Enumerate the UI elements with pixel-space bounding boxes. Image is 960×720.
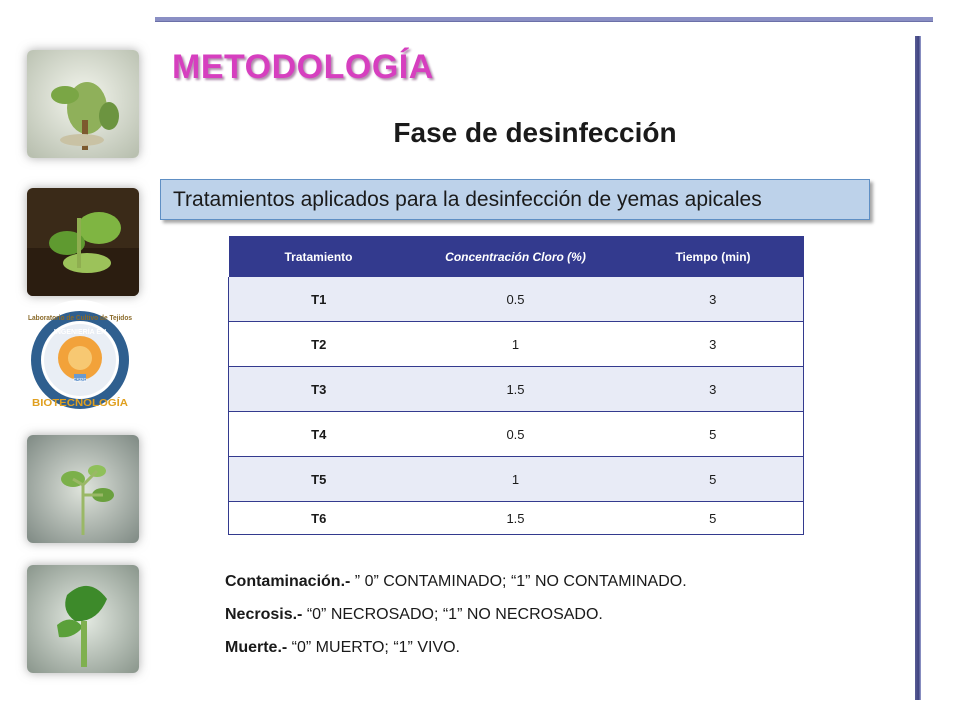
note-contaminacion [225,570,687,603]
plant-photo-2 [27,188,139,296]
slide-title: METODOLOGÍA [172,48,434,86]
logo-bottom-text: BIOTECNOLOGÍA [32,398,117,409]
treatments-banner: Tratamientos aplicados para la desinfección de yemas apicales [160,179,870,220]
table-row [229,457,804,502]
legend-notes [225,570,687,669]
header-tratamiento: Tratamiento [229,236,409,277]
cell-time: 3 [623,322,804,367]
cell-time: 3 [623,277,804,322]
cell-concentration: 0.5 [409,277,623,322]
note-text: ” 0” CONTAMINADO; “1” NO CONTAMINADO. [350,573,687,590]
header-tiempo: Tiempo (min) [623,236,804,277]
cell-concentration: 1.5 [409,367,623,412]
treatments-table [228,236,804,535]
cell-treatment: T1 [229,277,409,322]
table-header-row [229,236,804,277]
top-rule [155,17,933,22]
table-row [229,412,804,457]
note-term: Contaminación.- [225,573,351,590]
note-text: “0” MUERTO; “1” VIVO. [287,639,460,656]
table-row [229,367,804,412]
note-necrosis [225,603,687,636]
note-text: “0” NECROSADO; “1” NO NECROSADO. [302,606,603,623]
cell-treatment: T3 [229,367,409,412]
logo-emblem-text: ESPE [73,378,87,384]
note-term: Muerte.- [225,639,288,656]
cell-treatment: T6 [229,502,409,535]
cell-concentration: 0.5 [409,412,623,457]
plant-photo-3 [27,435,139,543]
header-concentracion: Concentración Cloro (%) [409,236,623,277]
note-muerte [225,636,687,669]
cell-time: 5 [623,457,804,502]
table-row [229,502,804,535]
cell-time: 5 [623,502,804,535]
note-term: Necrosis.- [225,606,303,623]
plant-photo-4 [27,565,139,673]
logo-inner-text: INGENIERÍA EN [53,329,107,336]
table-row [229,277,804,322]
cell-concentration: 1.5 [409,502,623,535]
cell-time: 3 [623,367,804,412]
biotechnology-lab-logo [18,298,142,422]
cell-concentration: 1 [409,322,623,367]
cell-time: 5 [623,412,804,457]
logo-ring-text: Laboratorio de Cultivo de Tejidos [28,315,133,322]
cell-concentration: 1 [409,457,623,502]
table-row [229,322,804,367]
cell-treatment: T5 [229,457,409,502]
section-subtitle: Fase de desinfección [393,117,677,148]
cell-treatment: T2 [229,322,409,367]
cell-treatment: T4 [229,412,409,457]
